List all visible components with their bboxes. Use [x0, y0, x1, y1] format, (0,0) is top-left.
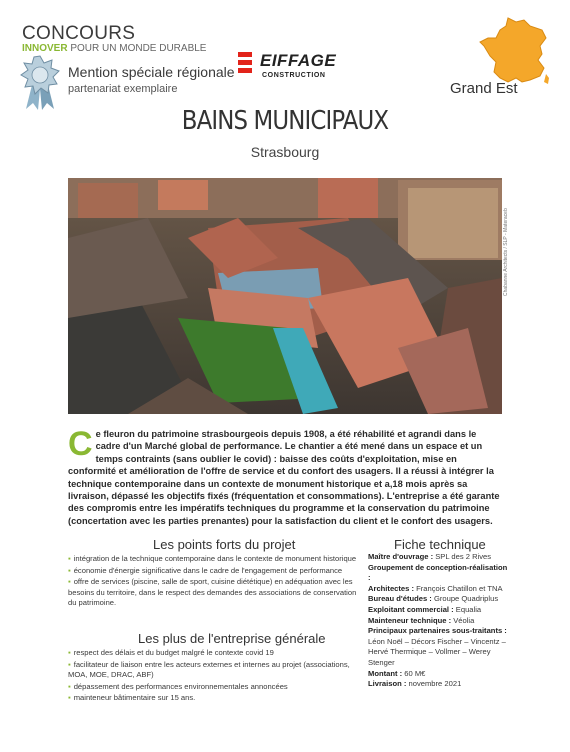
fiche-value: Groupe Quadriplus [433, 594, 499, 604]
project-title: BAINS MUNICIPAUX [181, 106, 389, 136]
fiche-label: Livraison : [368, 679, 409, 689]
fiche-label: Montant : [368, 668, 405, 678]
logo-subtitle: CONSTRUCTION [262, 72, 326, 79]
fiche-label: Principaux partenaires sous-traitants : [368, 626, 507, 636]
france-map-icon [478, 16, 550, 86]
fiche-value: novembre 2021 [408, 679, 462, 689]
intro-dropcap: C [68, 425, 93, 463]
list-item: ▪ facilitateur de liaison entre les acteurs externes et internes au projet (associations, MOA, MOE, DRAC, ABF) [68, 660, 358, 681]
project-city: Strasbourg [250, 144, 320, 160]
plus-entreprise-title: Les plus de l'entreprise générale [138, 631, 326, 646]
fiche-label: Architectes : [368, 583, 417, 593]
fiche-value: 60 M€ [404, 668, 426, 678]
fiche-label: Maître d'ouvrage : [368, 552, 436, 561]
list-item: ▪ offre de services (piscine, salle de sport, cuisine diététique) en adéquation avec les besoins du territoire, dans le respect des demandes des associations de conservation du patrimoine. [68, 577, 358, 609]
points-forts-list [68, 554, 358, 610]
fiche-value: Léon Noël – Décors Fischer – Vincentz – Hervé Thermique – Vollmer – Werey Stenger [368, 636, 506, 667]
contest-tagline [22, 43, 206, 54]
intro-text: e fleuron du patrimoine strasbourgeois depuis 1908, a été réhabilité et agrandi dans le cadre d'un Marché global de performance. Le chantier a été mené dans un espace et un temps contraints (sans oublier le covid) : baisse des coûts d'exploitation, mise en conformité et amélioration de l'offre de service et du confort des usagers. Il a réussi à intégrer la technique contemporaine dans un contexte de monument historique et a,18 mois après sa livraison, dépassé les objectifs fixés (fréquentation et consommations). L'entreprise a été garante des compromis entre les impératifs techniques du programme et la conservation du patrimoine (concertation avec les parties prenantes) pour la satisfaction du client et le confort des usagers. [68, 429, 500, 526]
fiche-label: Bureau d'études : [368, 594, 434, 604]
fiche-row-exploitant [368, 605, 508, 616]
tagline-rest: POUR UN MONDE DURABLE [67, 43, 207, 54]
fiche-row-architectes [368, 584, 508, 595]
points-forts-title: Les points forts du projet [153, 537, 296, 552]
fiche-row-groupement [368, 563, 508, 584]
award-subtitle: partenariat exemplaire [68, 83, 178, 95]
list-item: ▪ respect des délais et du budget malgré le contexte covid 19 [68, 648, 358, 659]
fiche-row-partenaires [368, 626, 508, 668]
fiche-row-montant [368, 669, 508, 680]
tagline-accent: INNOVER [22, 43, 68, 54]
fiche-value: Equalia [455, 604, 482, 614]
fiche-row-bet [368, 594, 508, 605]
fiche-row-livraison [368, 679, 508, 690]
award-mention: Mention spéciale régionale [68, 64, 235, 80]
aerial-photo [68, 178, 502, 414]
award-rosette-icon [18, 55, 62, 111]
list-item: ▪ intégration de la technique contemporaine dans le contexte de monument historique [68, 554, 358, 565]
fiche-label: Groupement de conception-réalisation : [368, 562, 508, 583]
eiffage-logo-mark-icon [238, 52, 256, 74]
list-item: ▪ dépassement des performances environnementales annoncées [68, 682, 358, 693]
region-label: Grand Est [450, 80, 518, 97]
fiche-label: Exploitant commercial : [368, 604, 456, 614]
photo-credit: Chabanne Architects / SLP - Materaceb [503, 208, 509, 296]
fiche-label: Mainteneur technique : [368, 615, 454, 625]
plus-entreprise-list [68, 648, 358, 705]
list-item: ▪ mainteneur bâtimentaire sur 15 ans. [68, 693, 358, 704]
contest-title: CONCOURS [22, 23, 136, 44]
fiche-row-mainteneur [368, 616, 508, 627]
fiche-row-moa [368, 552, 508, 563]
logo-name: EIFFAGE [260, 51, 337, 70]
intro-paragraph [68, 425, 502, 527]
fiche-value: Véolia [453, 615, 475, 625]
fiche-technique [368, 552, 508, 690]
fiche-technique-title: Fiche technique [394, 537, 486, 552]
eiffage-logo [238, 52, 338, 84]
fiche-value: François Chatillon et TNA [416, 583, 503, 593]
list-item: ▪ économie d'énergie significative dans le cadre de l'engagement de performance [68, 566, 358, 577]
fiche-value: SPL des 2 Rives [435, 552, 492, 561]
